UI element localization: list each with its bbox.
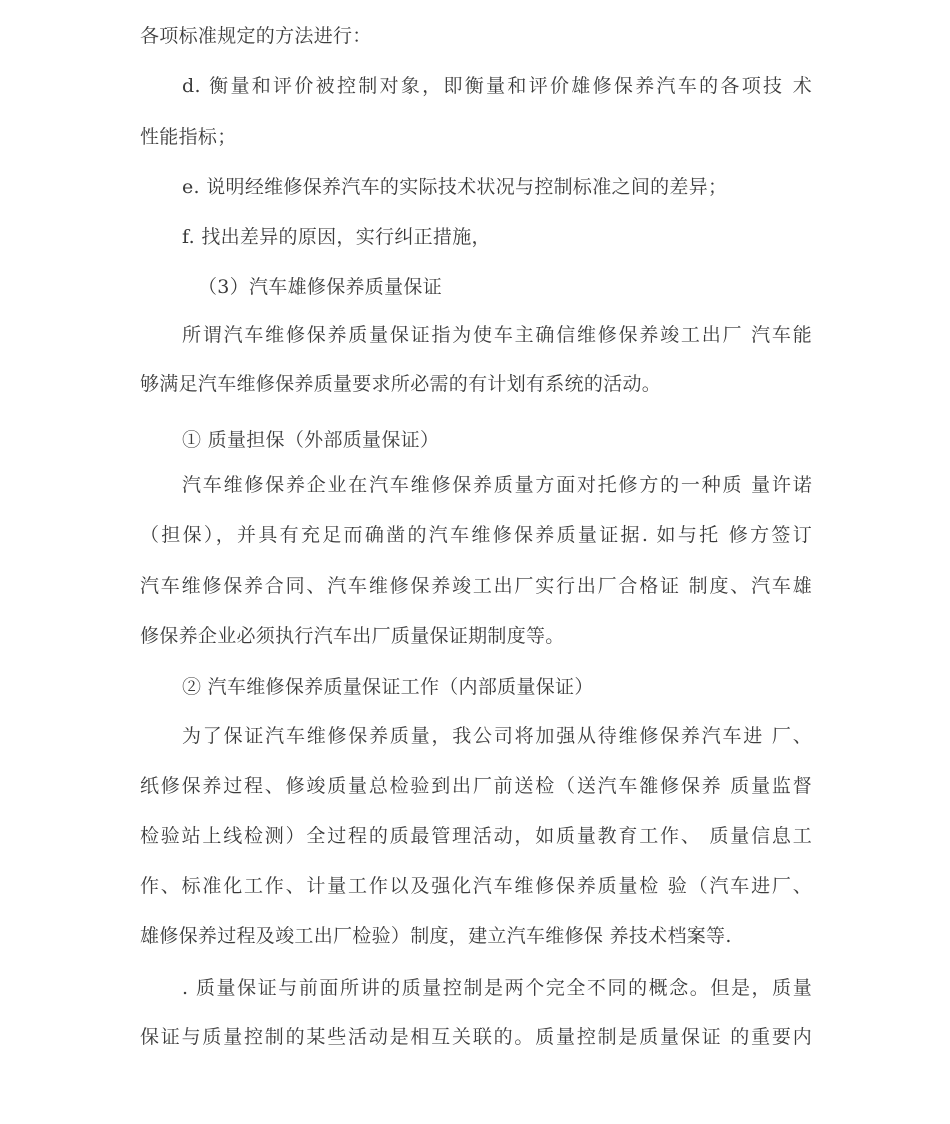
paragraph-line: 修保养企业必须执行汽车出厂质量保证期制度等。 — [140, 625, 565, 647]
list-item-e: e. 说明经维修保养汽车的实际技术状况与控制标准之间的差异； — [182, 176, 728, 198]
list-item-f: f. 找出差异的原因，实行纠正措施， — [182, 226, 491, 248]
text-line: 性能指标； — [140, 126, 237, 148]
list-item-d: d. 衡量和评价被控制对象，即衡量和评价雄修保养汽车的各项技 术 — [182, 75, 812, 97]
paragraph-line: 够满足汽车维修保养质量要求所必需的有计划有系统的活动。 — [140, 373, 662, 395]
paragraph-line: 为了保证汽车维修保养质量，我公司将加强从待维修保养汽车进 厂、 — [182, 725, 812, 747]
paragraph-line: 纸修保养过程、修竣质量总检验到出厂前送检（送汽车雒修保养 质量监督 — [140, 775, 812, 797]
paragraph-line: 作、标准化工作、计量工作以及强化汽车维修保养质量检 验（汽车进厂、 — [140, 875, 812, 897]
paragraph-line: 保证与质量控制的某些活动是相互关联的。质量控制是质量保证 的重要内 — [140, 1026, 812, 1048]
subsection-heading: ① 质量担保（外部质量保证） — [182, 429, 440, 451]
paragraph-line: . 质量保证与前面所讲的质量控制是两个完全不同的概念。但是，质量 — [182, 977, 812, 999]
paragraph-line: 检验站上线检测）全过程的质最管理活动，如质量教育工作、 质量信息工 — [140, 825, 812, 847]
paragraph-line: 汽车维修保养企业在汽车维修保养质量方面对托修方的一种质 量许诺 — [182, 474, 812, 496]
section-heading: （3）汽车雄修保养质量保证 — [198, 276, 442, 298]
subsection-heading: ② 汽车维修保养质量保证工作（内部质量保证） — [182, 676, 594, 698]
text-line: 各项标准规定的方法进行： — [140, 25, 372, 47]
paragraph-line: 所谓汽车维修保养质量保证指为使车主确信维修保养竣工出厂 汽车能 — [182, 324, 812, 346]
paragraph-line: 汽车维修保养合同、汽车维修保养竣工出厂实行出厂合格证 制度、汽车雄 — [140, 575, 812, 597]
paragraph-line: 雄修保养过程及竣工出厂检验）制度，建立汽车维修保 养技术档案等. — [140, 925, 732, 947]
paragraph-line: （担保），并具有充足而确凿的汽车维修保养质量证据. 如与托 修方签订 — [140, 524, 812, 546]
